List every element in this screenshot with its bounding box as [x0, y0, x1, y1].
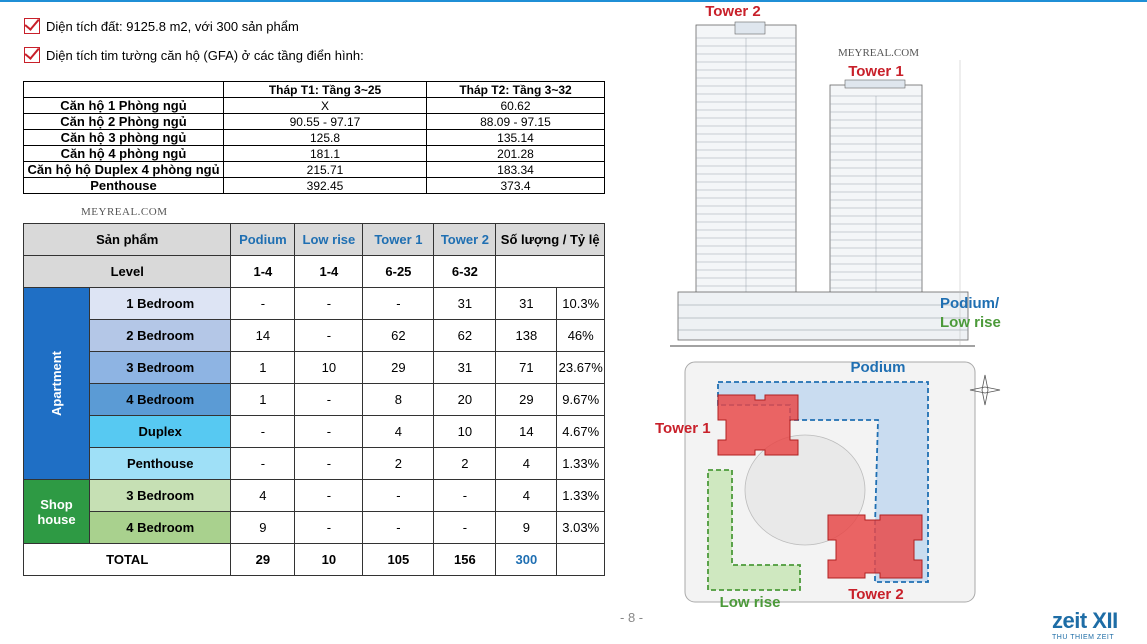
product-header-cell: Số lượng / Tỷ lệ [496, 224, 605, 256]
product-cell: 8 [363, 384, 434, 416]
product-cell: - [295, 416, 363, 448]
product-cell: - [434, 512, 496, 544]
product-row [24, 448, 605, 480]
product-cell: 4 [231, 480, 295, 512]
product-row [24, 480, 605, 512]
product-cell: 29 [496, 384, 557, 416]
product-cell: - [295, 320, 363, 352]
checkbox-icon [24, 18, 40, 34]
gfa-cell: 60.62 [427, 98, 605, 114]
bullet-gfa [24, 47, 364, 63]
product-cell: 9 [231, 512, 295, 544]
label-tower2-elevation: Tower 2 [705, 3, 761, 20]
product-row [24, 512, 605, 544]
product-cell: 1 [231, 352, 295, 384]
product-cell: 2 [434, 448, 496, 480]
product-cell: 1.33% [557, 448, 605, 480]
product-cell: 31 [434, 352, 496, 384]
product-cell: - [295, 448, 363, 480]
total-label: TOTAL [24, 544, 231, 576]
watermark-right: MEYREAL.COM [838, 47, 919, 59]
product-cell: - [295, 480, 363, 512]
product-row-label: 3 Bedroom [90, 480, 231, 512]
product-row-label: Penthouse [90, 448, 231, 480]
gfa-row [24, 178, 605, 194]
product-row-label: 3 Bedroom [90, 352, 231, 384]
checkbox-icon [24, 47, 40, 63]
product-header-cell: Tower 2 [434, 224, 496, 256]
product-header-row [24, 224, 605, 256]
product-cell: 1 [231, 384, 295, 416]
product-row [24, 320, 605, 352]
product-cell: - [231, 416, 295, 448]
logo-main: zeit XII [1052, 608, 1118, 633]
page-number: - 8 - [620, 610, 644, 625]
label-tower1-plan: Tower 1 [655, 420, 711, 437]
gfa-row-label: Penthouse [24, 178, 224, 194]
product-header-cell: Sản phẩm [24, 224, 231, 256]
product-row [24, 416, 605, 448]
brand-logo [1052, 608, 1118, 641]
product-cell: 9 [496, 512, 557, 544]
product-cell: 46% [557, 320, 605, 352]
product-cell: 14 [496, 416, 557, 448]
label-podium-elevation: Podium/ [940, 295, 1000, 312]
gfa-row [24, 98, 605, 114]
level-cell: 1-4 [295, 256, 363, 288]
gfa-row [24, 162, 605, 178]
site-plan [685, 362, 1000, 602]
product-cell: 10 [295, 352, 363, 384]
product-cell: 62 [434, 320, 496, 352]
product-table [23, 223, 605, 576]
product-row-label: 4 Bedroom [90, 512, 231, 544]
level-row [24, 256, 605, 288]
bullet-text: Diện tích đất: 9125.8 m2, với 300 sản phẩm [46, 18, 299, 34]
watermark-text: MEYREAL.COM [81, 206, 168, 218]
product-row [24, 352, 605, 384]
gfa-cell: 90.55 - 97.17 [224, 114, 427, 130]
gfa-row-label: Căn hộ 1 Phòng ngủ [24, 98, 224, 114]
product-cell: - [434, 480, 496, 512]
total-cell: 156 [434, 544, 496, 576]
gfa-row-label: Căn hộ 3 phòng ngủ [24, 130, 224, 146]
gfa-cell: X [224, 98, 427, 114]
gfa-row-label: Căn hộ 4 phòng ngủ [24, 146, 224, 162]
product-row-label: 2 Bedroom [90, 320, 231, 352]
product-cell: 29 [363, 352, 434, 384]
gfa-table [23, 81, 605, 194]
product-cell: 14 [231, 320, 295, 352]
product-cell: 20 [434, 384, 496, 416]
product-cell: - [363, 288, 434, 320]
gfa-header-row [24, 82, 605, 98]
product-cell: - [363, 480, 434, 512]
bullet-text: Diện tích tim tường căn hộ (GFA) ở các tầng điển hình: [46, 47, 364, 63]
bullet-land-area [24, 18, 299, 34]
product-row [24, 288, 605, 320]
gfa-cell: 88.09 - 97.15 [427, 114, 605, 130]
gfa-row-label: Căn hộ 2 Phòng ngủ [24, 114, 224, 130]
product-cell: 4 [363, 416, 434, 448]
logo-sub: THU THIEM ZEIT [1052, 634, 1115, 641]
level-cell-empty [496, 256, 605, 288]
gfa-row [24, 114, 605, 130]
group-apartment: Apartment [24, 288, 90, 480]
product-cell: - [231, 448, 295, 480]
product-header-cell: Tower 1 [363, 224, 434, 256]
product-header-cell: Low rise [295, 224, 363, 256]
label-tower2-plan: Tower 2 [848, 586, 904, 603]
product-cell: 1.33% [557, 480, 605, 512]
product-cell: 62 [363, 320, 434, 352]
gfa-row-label: Căn hộ hộ Duplex 4 phòng ngủ [24, 162, 224, 178]
gfa-cell: 181.1 [224, 146, 427, 162]
gfa-cell: 373.4 [427, 178, 605, 194]
level-cell: 6-25 [363, 256, 434, 288]
gfa-cell: 125.8 [224, 130, 427, 146]
building-illustration [640, 0, 1147, 610]
level-label: Level [24, 256, 231, 288]
group-shop-house: Shop house [24, 480, 90, 544]
gfa-row [24, 130, 605, 146]
product-cell: 71 [496, 352, 557, 384]
product-header-cell: Podium [231, 224, 295, 256]
product-cell: 9.67% [557, 384, 605, 416]
product-cell: 138 [496, 320, 557, 352]
product-cell: - [295, 512, 363, 544]
gfa-cell: 201.28 [427, 146, 605, 162]
gfa-row [24, 146, 605, 162]
product-cell: - [295, 288, 363, 320]
product-cell: - [363, 512, 434, 544]
product-cell: - [231, 288, 295, 320]
elevation-drawing [670, 22, 975, 346]
product-row [24, 384, 605, 416]
total-cell: 300 [496, 544, 557, 576]
label-podium-plan: Podium [850, 359, 906, 376]
level-cell: 6-32 [434, 256, 496, 288]
total-cell: 105 [363, 544, 434, 576]
label-tower1-elevation: Tower 1 [848, 63, 904, 80]
product-row-label: Duplex [90, 416, 231, 448]
product-cell: 31 [434, 288, 496, 320]
gfa-cell: 183.34 [427, 162, 605, 178]
product-cell: 3.03% [557, 512, 605, 544]
gfa-header-cell: Tháp T1: Tầng 3~25 [224, 82, 427, 98]
gfa-header-cell: Tháp T2: Tầng 3~32 [427, 82, 605, 98]
product-row-label: 4 Bedroom [90, 384, 231, 416]
product-cell: 4 [496, 448, 557, 480]
level-cell: 1-4 [231, 256, 295, 288]
gfa-cell: 215.71 [224, 162, 427, 178]
total-cell: 29 [231, 544, 295, 576]
gfa-header-cell [24, 82, 224, 98]
product-cell: 10 [434, 416, 496, 448]
label-lowrise-elevation: Low rise [940, 314, 1001, 331]
total-cell: 10 [295, 544, 363, 576]
product-cell: - [295, 384, 363, 416]
product-cell: 23.67% [557, 352, 605, 384]
total-row [24, 544, 605, 576]
gfa-cell: 392.45 [224, 178, 427, 194]
product-cell: 10.3% [557, 288, 605, 320]
product-row-label: 1 Bedroom [90, 288, 231, 320]
product-cell: 2 [363, 448, 434, 480]
gfa-cell: 135.14 [427, 130, 605, 146]
label-lowrise-plan: Low rise [719, 594, 781, 610]
product-cell: 31 [496, 288, 557, 320]
total-cell [557, 544, 605, 576]
product-cell: 4 [496, 480, 557, 512]
product-cell: 4.67% [557, 416, 605, 448]
